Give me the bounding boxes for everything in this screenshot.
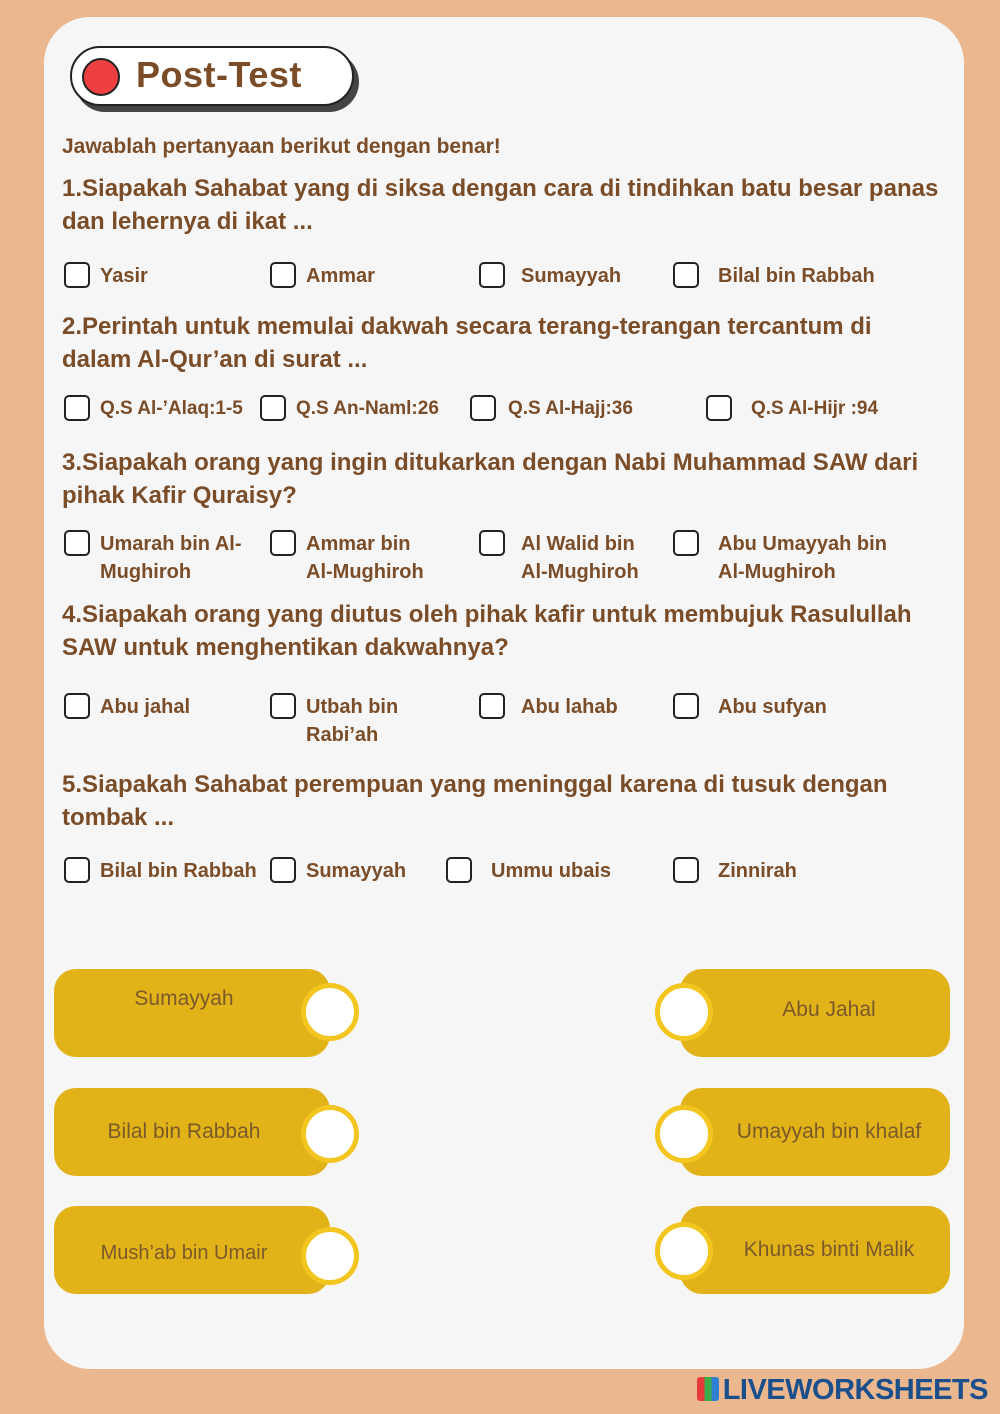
option-label: Yasir: [100, 265, 148, 287]
option-label: Ummu ubais: [491, 860, 612, 882]
option-label: Bilal bin Rabbah: [718, 265, 875, 287]
match-left-3-connector[interactable]: [301, 1227, 359, 1285]
match-right-1[interactable]: [680, 969, 950, 1057]
footer-brand-text: LIVEWORKSHEETS: [722, 1374, 988, 1406]
match-right-label: Khunas binti Malik: [743, 1238, 915, 1261]
checkbox[interactable]: [470, 395, 496, 421]
match-left-label: Mush’ab bin Umair: [100, 1242, 268, 1264]
title-badge: [70, 46, 354, 106]
checkbox[interactable]: [479, 530, 505, 556]
option-label: Q.S An-Naml:26: [296, 398, 439, 419]
match-right-label: Abu Jahal: [782, 998, 876, 1021]
option-label: Sumayyah: [521, 265, 622, 287]
checkbox[interactable]: [64, 857, 90, 883]
page-title: Post-Test: [136, 54, 302, 95]
question-2: 2.Perintah untuk memulai dakwah secara terang-terangan tercantum di dalam Al-Qur’an di surat ...: [62, 313, 872, 373]
option-label: Abu jahal: [100, 696, 191, 718]
option-label: Ammar: [306, 265, 375, 287]
option-label: Abu sufyan: [718, 696, 827, 718]
checkbox[interactable]: [673, 693, 699, 719]
question-4: 4.Siapakah orang yang diutus oleh pihak kafir untuk membujuk Rasulullah SAW untuk menghentikan dakwahnya?: [62, 601, 912, 661]
match-right-1-connector[interactable]: [655, 983, 713, 1041]
checkbox[interactable]: [446, 857, 472, 883]
checkbox[interactable]: [706, 395, 732, 421]
option-label: Utbah bin Rabi’ah: [306, 696, 399, 746]
match-left-label: Bilal bin Rabbah: [107, 1120, 261, 1143]
option-label: Sumayyah: [306, 860, 407, 882]
match-left-3[interactable]: [54, 1206, 330, 1294]
option-label: Ammar bin Al-Mughiroh: [306, 533, 424, 583]
option-label: Q.S Al-’Alaq:1-5: [100, 398, 243, 419]
match-left-1[interactable]: [54, 969, 330, 1057]
checkbox[interactable]: [64, 693, 90, 719]
option-label: Zinnirah: [718, 860, 797, 882]
question-5: 5.Siapakah Sahabat perempuan yang meninggal karena di tusuk dengan tombak ...: [62, 771, 888, 831]
checkbox[interactable]: [479, 262, 505, 288]
checkbox[interactable]: [64, 395, 90, 421]
match-right-2-connector[interactable]: [655, 1105, 713, 1163]
checkbox[interactable]: [673, 262, 699, 288]
option-label: Al Walid bin Al-Mughiroh: [521, 533, 639, 583]
match-left-2-connector[interactable]: [301, 1105, 359, 1163]
checkbox[interactable]: [64, 262, 90, 288]
match-right-2[interactable]: [680, 1088, 950, 1176]
red-dot-icon: [82, 58, 120, 96]
checkbox[interactable]: [673, 530, 699, 556]
match-left-2[interactable]: [54, 1088, 330, 1176]
checkbox[interactable]: [270, 857, 296, 883]
option-label: Bilal bin Rabbah: [100, 860, 257, 882]
checkbox[interactable]: [270, 530, 296, 556]
match-left-label: Sumayyah: [134, 987, 234, 1010]
question-3: 3.Siapakah orang yang ingin ditukarkan dengan Nabi Muhammad SAW dari pihak Kafir Quraisy?: [62, 449, 919, 509]
match-right-3[interactable]: [680, 1206, 950, 1294]
checkbox[interactable]: [270, 262, 296, 288]
question-1: 1.Siapakah Sahabat yang di siksa dengan cara di tindihkan batu besar panas dan lehernya di ikat ...: [62, 175, 939, 235]
option-label: Q.S Al-Hajj:36: [508, 398, 633, 419]
checkbox[interactable]: [270, 693, 296, 719]
match-right-label: Umayyah bin khalaf: [736, 1120, 922, 1143]
match-right-3-connector[interactable]: [655, 1222, 713, 1280]
instruction-text: Jawablah pertanyaan berikut dengan benar!: [62, 135, 501, 158]
checkbox[interactable]: [673, 857, 699, 883]
checkbox[interactable]: [64, 530, 90, 556]
checkbox[interactable]: [260, 395, 286, 421]
option-label: Abu lahab: [521, 696, 618, 718]
option-label: Abu Umayyah bin Al-Mughiroh: [718, 533, 887, 583]
option-label: Q.S Al-Hijr :94: [751, 398, 879, 419]
match-left-1-connector[interactable]: [301, 983, 359, 1041]
option-label: Umarah bin Al- Mughiroh: [100, 533, 242, 583]
liveworksheets-logo: [697, 1374, 988, 1406]
checkbox[interactable]: [479, 693, 505, 719]
liveworksheets-logo-icon: [697, 1377, 719, 1401]
